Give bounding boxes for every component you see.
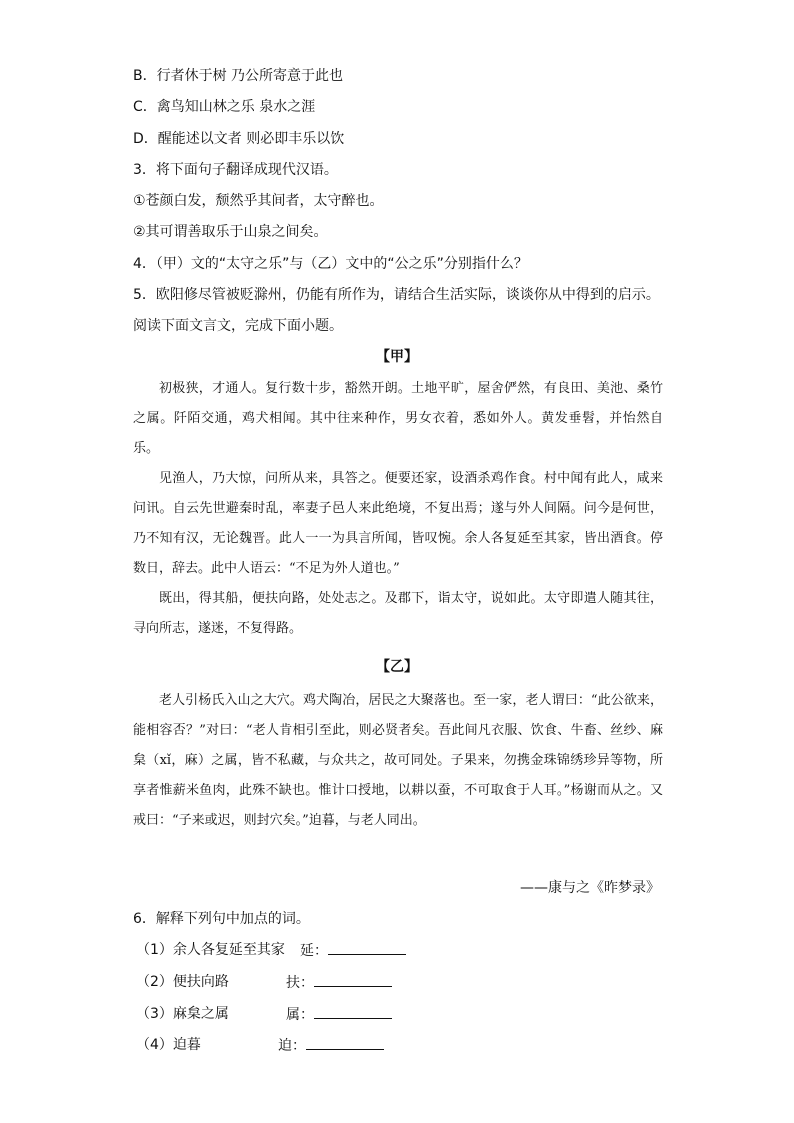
option-b: B．行者休于树 乃公所寄意于此也 xyxy=(133,68,344,84)
question-6-item xyxy=(136,972,314,992)
question-6-item-key xyxy=(300,940,406,961)
question-6-prompt: 6．解释下列句中加点的词。 xyxy=(133,911,310,927)
question-6-item-text: （4）迫暮 xyxy=(136,1037,201,1053)
passage-jia-paragraph-2: 见渔人，乃大惊，问所从来，具答之。便要还家，设酒杀鸡作食。村中闻有此人，咸来问讯。自云先世避秦时乱，率妻子邑人来此绝境，不复出焉；遂与外人间隔。问今是何世，乃不知有汉，无论魏晋。此人一一为具言所闻，皆叹惋。余人各复延至其家，皆出酒食。停数日，辞去。此中人语云：“不足为外人道也。” xyxy=(133,471,663,576)
question-6-item-key-label: 延： xyxy=(300,943,328,959)
question-6-item xyxy=(136,1004,314,1024)
question-6-item-text: （1）余人各复延至其家 xyxy=(136,942,285,958)
option-d: D．醒能述以文者 则必即丰乐以饮 xyxy=(133,131,345,147)
option-c: C．禽鸟知山林之乐 泉水之涯 xyxy=(133,99,316,115)
answer-blank-4[interactable] xyxy=(306,1035,384,1050)
question-6-item-key xyxy=(286,972,392,993)
reading-instruction: 阅读下面文言文，完成下面小题。 xyxy=(133,318,343,334)
passage-jia-paragraph-1: 初极狭，才通人。复行数十步，豁然开朗。土地平旷，屋舍俨然，有良田、美池、桑竹之属。阡陌交通，鸡犬相闻。其中往来种作，男女衣着，悉如外人。黄发垂髫，并怡然自乐。 xyxy=(133,381,663,456)
answer-blank-3[interactable] xyxy=(314,1004,392,1019)
passage-jia xyxy=(133,374,663,644)
passage-yi-paragraph-1: 老人引杨氏入山之大穴。鸡犬陶冶，居民之大聚落也。至一家，老人谓曰：“此公欲来，能相容否？”对曰：“老人肯相引至此，则必贤者矣。吾此间凡衣服、饮食、牛畜、丝纱、麻枲（xǐ，麻）之属，皆不私藏，与众共之，故可同处。子果来，勿携金珠锦绣珍异等物，所享者惟薪米鱼肉，此殊不缺也。惟计口授地，以耕以蚕，不可取食于人耳。”杨谢而从之。又戒曰：“子来或迟，则封穴矣。”迫暮，与老人同出。 xyxy=(133,693,663,828)
question-6-item-text: （3）麻枲之属 xyxy=(136,1006,229,1022)
question-6-item-text: （2）便扶向路 xyxy=(136,974,229,990)
question-6-item-key-label: 属： xyxy=(286,1007,314,1023)
passage-yi-title: 【乙】 xyxy=(376,659,418,675)
question-4: 4．（甲）文的“太守之乐”与（乙）文中的“公之乐”分别指什么？ xyxy=(133,256,528,272)
question-6-item-key-label: 扶： xyxy=(286,975,314,991)
question-3-sentence-2: ②其可谓善取乐于山泉之间矣。 xyxy=(133,224,328,240)
passage-yi xyxy=(133,686,663,836)
answer-blank-1[interactable] xyxy=(328,940,406,955)
question-3-prompt: 3．将下面句子翻译成现代汉语。 xyxy=(133,162,338,178)
question-3-sentence-1: ①苍颜白发，颓然乎其间者，太守醉也。 xyxy=(133,193,384,209)
question-6-item-key-label: 迫： xyxy=(278,1038,306,1054)
question-6-item-key xyxy=(278,1035,384,1056)
passage-jia-paragraph-3: 既出，得其船，便扶向路，处处志之。及郡下，诣太守，说如此。太守即遣人随其往，寻向所志，遂迷，不复得路。 xyxy=(133,591,663,636)
question-6-item xyxy=(136,1035,306,1055)
passage-yi-source: ——康与之《昨梦录》 xyxy=(520,880,660,896)
question-5: 5．欧阳修尽管被贬滁州，仍能有所作为，请结合生活实际，谈谈你从中得到的启示。 xyxy=(133,287,660,303)
question-6-item-key xyxy=(286,1004,392,1025)
passage-jia-title: 【甲】 xyxy=(376,349,418,365)
question-6-item xyxy=(136,940,328,960)
answer-blank-2[interactable] xyxy=(314,972,392,987)
